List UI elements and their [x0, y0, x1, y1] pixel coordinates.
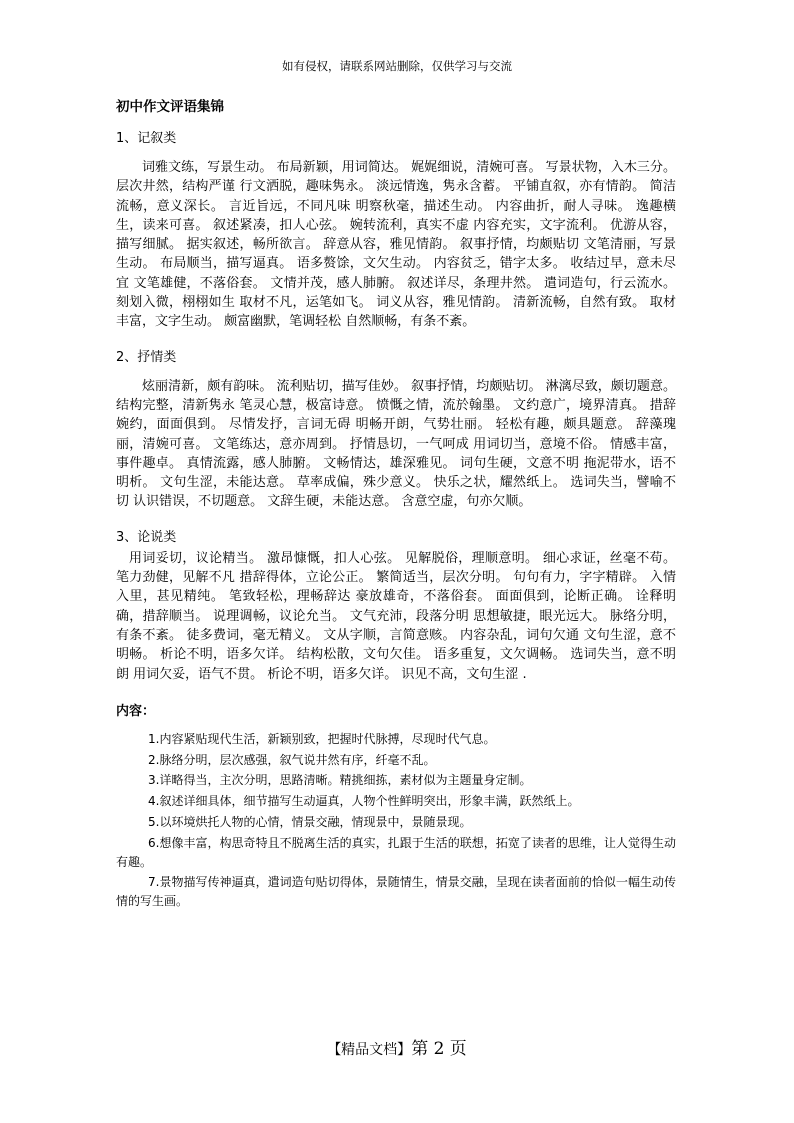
content-list	[116, 730, 676, 911]
section-heading-lyrical: 2、抒情类	[116, 349, 177, 365]
document-body	[116, 98, 676, 913]
section-body-lyrical: 炫丽清新，颇有韵味。 流利贴切，描写佳妙。 叙事抒情，均颇贴切。 淋漓尽致，颇切题意。 结构完整，清新隽永 笔灵心慧，极富诗意。 愤慨之情，流於翰墨。 文约意广，境界清真。 措辞婉约，面面俱到。 尽情发抒，言词无碍 明畅开朗，气势壮丽。 轻松有趣，颇具题意。 辞藻瑰丽，清婉可喜。 文笔练达，意亦周到。 抒情恳切，一气呵成 用词切当，意境不俗。 情感丰富，事件趣卓。 真情流露，感人肺腑。 文畅情达，雄深雅见。 词句生硬，文意不明 拖泥带水，语不明析。 文句生涩，未能达意。 草率成偏，殊少意义。 快乐之状，耀然纸上。 选词失当，譬喻不切 认识错误，不切题意。 文辞生硬，未能达意。 含意空虚，句亦欠顺。	[116, 378, 676, 510]
list-item: 6.想像丰富，构思奇特且不脱离生活的真实，扎跟于生活的联想，拓宽了读者的思维，让人觉得生动有趣。	[116, 835, 676, 869]
list-item: 1.内容紧贴现代生活，新颖别致，把握时代脉搏，尽现时代气息。	[148, 731, 496, 746]
list-item: 7.景物描写传神逼真，遣词造句贴切得体，景随情生，情景交融，呈现在读者面前的恰似一幅生动传情的写生画。	[116, 875, 676, 909]
section-heading-argumentative: 3、论说类	[116, 529, 177, 545]
section-heading-narrative: 1、记叙类	[116, 131, 177, 146]
footer-tag: 【精品文档】	[327, 1042, 412, 1058]
section-body-argumentative: 用词妥切，议论精当。 激昂慷慨，扣人心弦。 见解脱俗，理顺意明。 细心求证，丝毫不苟。 笔力劲健，见解不凡 措辞得体，立论公正。 繁简适当，层次分明。 句句有力，字字精辟。 入情入里，甚见精纯。 笔致轻松，理畅辞达 豪放雄奇，不落俗套。 面面俱到，论断正确。 诠释明确，措辞顺当。 说理调畅，议论允当。 文气充沛，段落分明 思想敏捷，眼光远大。 脉络分明，有条不紊。 徒多费词，毫无精义。 文从字顺，言简意赅。 内容杂乱，词句欠通 文句生涩，意不明畅。 析论不明，语多欠详。 结构松散，文句欠佳。 语多重复，文欠调畅。 选词失当，意不明朗 用词欠妥，语气不贯。 析论不明，语多欠详。 识见不高，文句生涩 .	[116, 550, 676, 682]
page-header: 如有侵权，请联系网站删除，仅供学习与交流	[282, 59, 512, 73]
list-item: 4.叙述详细具体，细节描写生动逼真，人物个性鲜明突出，形象丰满，跃然纸上。	[148, 794, 580, 809]
list-item: 3.详略得当，主次分明，思路清晰。精挑细拣，素材似为主题量身定制。	[148, 773, 532, 788]
content-heading: 内容：	[116, 703, 156, 719]
section-body-narrative: 词雅文练，写景生动。 布局新颖，用词简达。 娓娓细说，清婉可喜。 写景状物，入木三分。 层次井然，结构严谨 行文洒脱，趣味隽永。 淡远情逸，隽永含蓄。 平铺直叙，亦有情韵。 简洁流畅，意义深长。 言近旨远，不同凡味 明察秋毫，描述生动。 内容曲折，耐人寻味。 逸趣横生，读来可喜。 叙述紧凑，扣人心弦。 婉转流利，真实不虚 内容充实，文字流利。 优游从容，描写细腻。 据实叙述，畅所欲言。 辞意从容，雅见情韵。 叙事抒情，均颇贴切 文笔清丽，写景生动。 布局顺当，描写逼真。 语多赘馀，文欠生动。 内容贫乏，错字太多。 收结过早，意未尽宜 文笔雄健，不落俗套。 文情并茂，感人肺腑。 叙述详尽，条理井然。 遣词造句，行云流水。 刻划入微，栩栩如生 取材不凡，运笔如飞。 词义从容，雅见情韵。 清新流畅，自然有致。 取材丰富，文字生动。 颇富幽默，笔调轻松 自然顺畅，有条不紊。	[116, 160, 676, 330]
page-number: 第 2 页	[411, 1039, 467, 1059]
page-footer	[0, 1034, 794, 1059]
list-item: 2.脉络分明，层次感强，叙气说井然有序，纤毫不乱。	[148, 752, 436, 767]
list-item: 5.以环境烘托人物的心情，情景交融，情现景中，景随景现。	[148, 815, 472, 830]
document-title: 初中作文评语集锦	[116, 99, 224, 115]
